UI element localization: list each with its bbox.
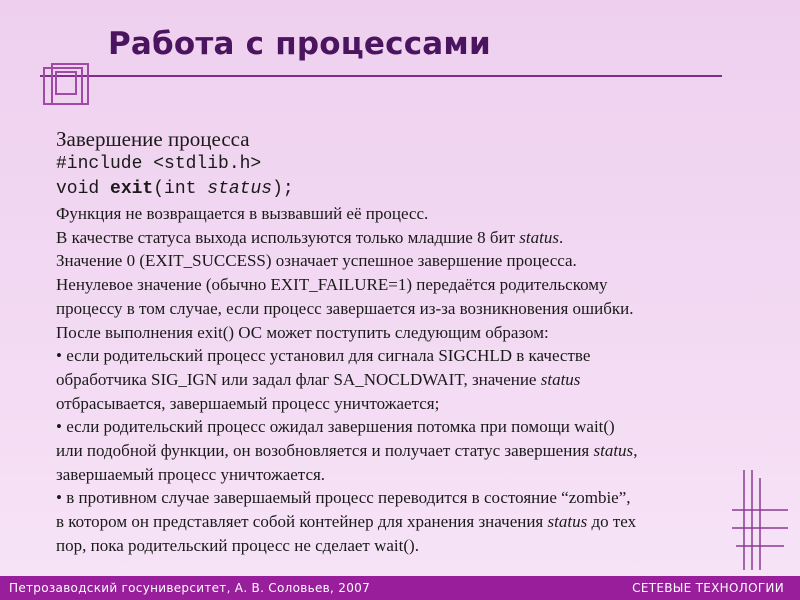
code-return-type: void — [56, 179, 111, 199]
text-line — [56, 415, 756, 439]
text-line — [56, 273, 756, 297]
code-include: #include <stdlib.h> — [56, 154, 262, 174]
text-line — [56, 249, 756, 273]
text-line — [56, 463, 756, 487]
code-open-paren: ( — [153, 179, 165, 199]
text-line — [56, 439, 756, 463]
text-segment: или подобной функции, он возобновляется и получает статус завершения — [56, 441, 594, 461]
footer-course-title: СЕТЕВЫЕ ТЕХНОЛОГИИ — [632, 581, 784, 595]
italic-term: status — [593, 441, 634, 461]
slide-title: Работа с процессами — [108, 26, 491, 62]
text-segment: процессу в том случае, если процесс завершается из-за возникновения ошибки. — [56, 298, 634, 318]
italic-term: status — [519, 227, 559, 247]
code-function-name: exit — [110, 179, 154, 199]
italic-term: status — [540, 369, 581, 389]
section-heading: Завершение процесса — [56, 127, 250, 151]
description-lines — [56, 202, 756, 558]
text-line — [56, 368, 756, 392]
text-line — [56, 344, 756, 368]
text-line — [56, 392, 756, 416]
text-segment: Функция не возвращается в вызвавший её процесс. — [56, 204, 429, 223]
footer-credits: Петрозаводский госуниверситет, А. В. Соловьев, 2007 — [9, 581, 371, 595]
text-segment: , — [633, 441, 638, 461]
italic-term: status — [547, 512, 588, 532]
code-arg-type: int — [164, 179, 208, 199]
text-segment: Ненулевое значение (обычно EXIT_FAILURE=1) передаётся родительскому — [56, 275, 608, 295]
text-line — [56, 226, 756, 250]
text-line — [56, 510, 756, 534]
text-segment: В качестве статуса выхода используются только младшие 8 бит — [56, 227, 520, 247]
text-segment: пор, пока родительский процесс не сделает wait(). — [56, 535, 419, 555]
text-segment: • если родительский процесс ожидал завершения потомка при помощи wait() — [56, 417, 615, 437]
text-line — [56, 321, 756, 345]
text-line — [56, 202, 756, 226]
text-segment: После выполнения exit() ОС может поступить следующим образом: — [56, 322, 549, 342]
slide-content — [56, 126, 756, 558]
code-signature — [56, 177, 756, 202]
text-line — [56, 534, 756, 558]
footer-bar — [0, 576, 800, 600]
text-segment: • в противном случае завершаемый процесс переводится в состояние “zombie”, — [56, 488, 631, 508]
code-close: ); — [272, 179, 294, 199]
text-segment: отбрасывается, завершаемый процесс уничтожается; — [56, 393, 440, 413]
text-line — [56, 486, 756, 510]
text-line — [56, 297, 756, 321]
text-segment: до тех — [587, 512, 637, 532]
text-segment: завершаемый процесс уничтожается. — [56, 464, 326, 484]
title-underline — [40, 75, 722, 77]
code-arg-name: status — [207, 179, 273, 199]
text-segment: Значение 0 (EXIT_SUCCESS) означает успешное завершение процесса. — [56, 251, 577, 271]
text-segment: обработчика SIG_IGN или задал флаг SA_NOCLDWAIT, значение — [56, 369, 541, 389]
text-segment: в котором он представляет собой контейнер для хранения значения — [56, 512, 548, 532]
text-segment: . — [558, 227, 564, 247]
text-segment: • если родительский процесс установил для сигнала SIGCHLD в качестве — [56, 346, 591, 366]
nested-squares-decoration — [40, 62, 92, 110]
